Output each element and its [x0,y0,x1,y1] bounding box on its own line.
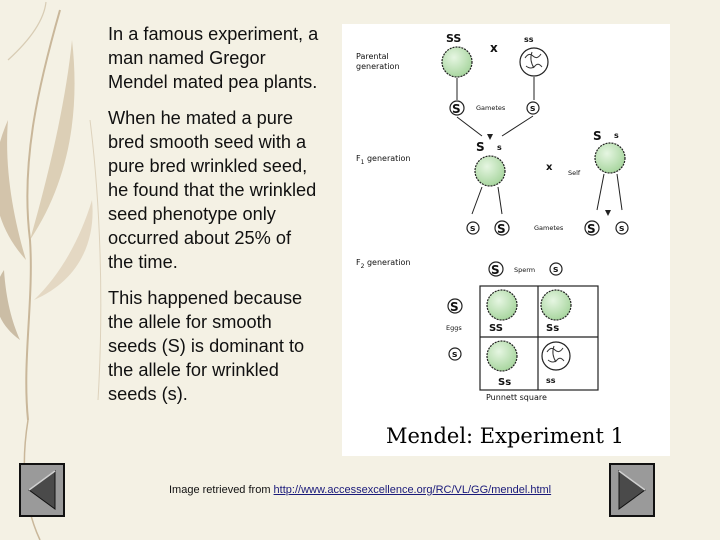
self-label: Self [568,169,581,177]
figure-caption: Mendel: Experiment 1 [386,424,624,448]
triangle-right-icon [611,465,653,515]
f1-genotype-s: s [497,143,502,152]
smooth-pea-icon [442,47,472,77]
paragraph-intro: In a famous experiment, a man named Gregor Mendel mated pea plants. [108,24,319,92]
eggs-label: Eggs [446,324,462,332]
sperm-label: Sperm [514,266,536,274]
f1-smooth-pea-icon [475,156,505,186]
svg-text:F1 generation: $F_1$ generation [356,154,411,166]
f1b-genotype-s: s [614,131,619,140]
gamete-S-parent: S [452,102,461,116]
previous-slide-button[interactable] [19,463,65,517]
wrinkled-pea-icon [520,48,548,76]
body-text [108,22,320,418]
svg-text:F2 generation: $F_2$ generation [356,258,411,270]
punnett-cell-Ss-top: Ss [546,323,560,334]
f1b-gamete-s: s [619,224,625,234]
f1b-gamete-S: S [587,222,596,236]
f1-gamete-S: S [497,222,506,236]
cross-symbol: x [490,41,498,55]
credit-prefix: Image retrieved from [169,484,274,496]
paragraph-experiment: When he mated a pure bred smooth seed with a pure bred wrinkled seed, he found that the wrinkled seed phenotype only occurred about 25% of the time. [108,108,317,272]
f1b-genotype-S: S [593,129,602,143]
paragraph-explanation: This happened because the allele for smooth seeds (S) is dominant to the allele for wrinkled seeds (s). [108,288,305,404]
punnett-SS-pea-icon [487,290,517,320]
punnett-square-label: Punnett square [486,393,547,402]
f1-genotype-S: S [476,140,485,154]
image-credit [169,484,551,496]
f1-gamete-s: s [470,224,476,234]
parent2-genotype: ss [524,35,534,44]
punnett-Ss-bottom-pea-icon [487,341,517,371]
parent1-genotype: SS [446,32,462,45]
parental-label: Parental [356,52,389,61]
next-slide-button[interactable] [609,463,655,517]
sperm-S: S [491,263,500,277]
gametes-label-f1: Gametes [534,224,564,232]
triangle-left-icon [21,465,63,515]
gamete-s-parent: s [530,104,536,114]
f1-label: F [356,154,361,163]
grass-decoration [0,0,110,540]
credit-link[interactable]: http://www.accessexcellence.org/RC/VL/GG/mendel.html [273,484,552,496]
f1-self-pea-icon [595,143,625,173]
punnett-cell-Ss-bottom: Ss [498,377,512,388]
sperm-s: s [553,265,559,275]
punnett-ss-wrinkled-pea-icon [542,342,570,370]
punnett-cell-SS: SS [489,323,503,334]
generation-label: generation [356,62,400,71]
punnett-Ss-top-pea-icon [541,290,571,320]
f1-cross-symbol: x [546,162,553,173]
f2-label: F [356,258,361,267]
punnett-cell-ss: ss [546,376,556,385]
egg-S: S [450,300,459,314]
egg-s: s [452,350,458,360]
gametes-label: Gametes [476,104,506,112]
mendel-figure [342,24,670,456]
